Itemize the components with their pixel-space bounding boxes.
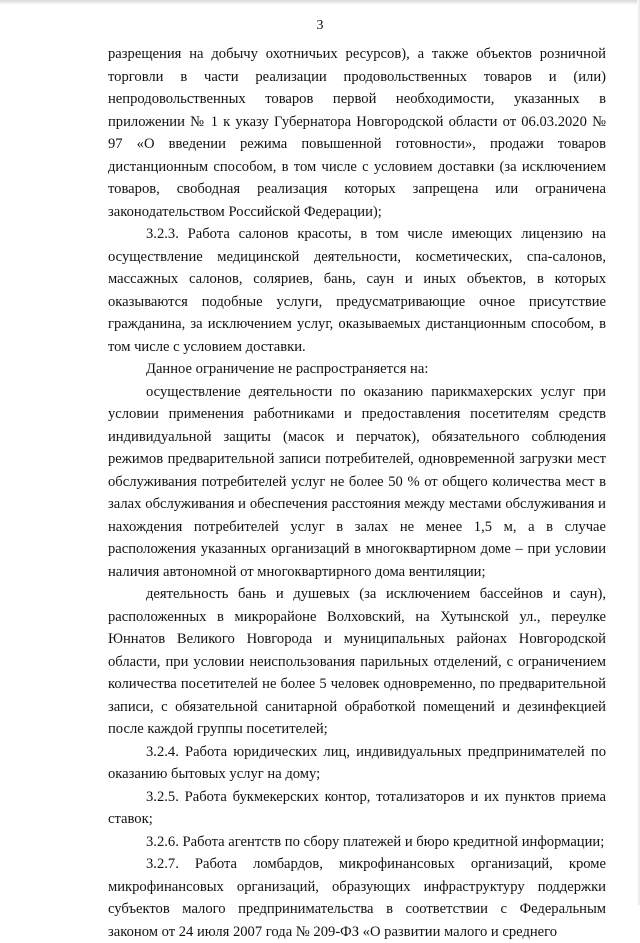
page-number: 3 (316, 18, 324, 33)
paragraph-exception-intro: Данное ограничение не распространяется на: (146, 361, 429, 377)
paragraph-hairdresser-exception: осуществление деятельности по оказанию парикмахерских услуг при условии применения работниками и предоставления посетителям средств индивидуальной защиты (масок и перчаток), обязательного соблюдения режимов предварительной записи потребителей, одновременной загрузки мест обслуживания потребителей услуг не более 50 % от общего количества мест в залах обслуживания и обеспечения расстояния между местами обслуживания и нахождения потребителей услуг в залах не менее 1,5 м, а в случае расположения указанных организаций в многоквартирном доме – при условии наличия автономной от многоквартирного дома вентиляции; (108, 383, 606, 580)
paragraph-3-2-3: 3.2.3. Работа салонов красоты, в том числе имеющих лицензию на осуществление медицинской деятельности, косметических, спа-салонов, массажных салонов, соляриев, бань, саун и иных объектов, в которых оказываются подобные услуги, предусматривающие очное присутствие гражданина, за исключением услуг, оказываемых дистанционным способом, в том числе с условием доставки. (108, 226, 606, 355)
paragraph-3-2-5: 3.2.5. Работа букмекерских контор, тотализаторов и их пунктов приема ставок; (108, 788, 606, 827)
document-body (108, 43, 606, 943)
scan-edge-top (0, 0, 640, 5)
paragraph-bathhouse-exception: деятельность бань и душевых (за исключением бассейнов и саун), расположенных в микрорайоне Волховский, на Хутынской ул., переулке Юннатов Великого Новгорода и муниципальных районах Новгородской области, при условии неиспользования парильных отделений, с ограничением количества посетителей не более 5 человек одновременно, по предварительной записи, с обязательной санитарной обработкой помещений и дезинфекцией после каждой группы посетителей; (108, 586, 606, 737)
paragraph-3-2-4: 3.2.4. Работа юридических лиц, индивидуальных предпринимателей по оказанию бытовых услуг на дому; (108, 743, 606, 782)
paragraph-3-2-7: 3.2.7. Работа ломбардов, микрофинансовых организаций, кроме микрофинансовых организаций, образующих инфраструктуру поддержки субъектов малого предпринимательства в соответствии с Федеральным законом от 24 июля 2007 года № 209-ФЗ «О развитии малого и среднего (108, 856, 606, 940)
paragraph-3-2-6: 3.2.6. Работа агентств по сбору платежей и бюро кредитной информации; (146, 833, 605, 850)
paragraph-continuation: разрещения на добычу охотничьих ресурсов), а также объектов розничной торговли в части реализации продовольственных товаров и (или) непродовольственных товаров первой необходимости, указанных в приложении № 1 к указу Губернатора Новгородской области от 06.03.2020 № 97 «О введении режима повышенной готовности», продажи товаров дистанционным способом, в том числе с условием доставки (за исключением товаров, свободная реализация которых запрещена или ограничена законодательством Российской Федерации); (108, 46, 606, 220)
